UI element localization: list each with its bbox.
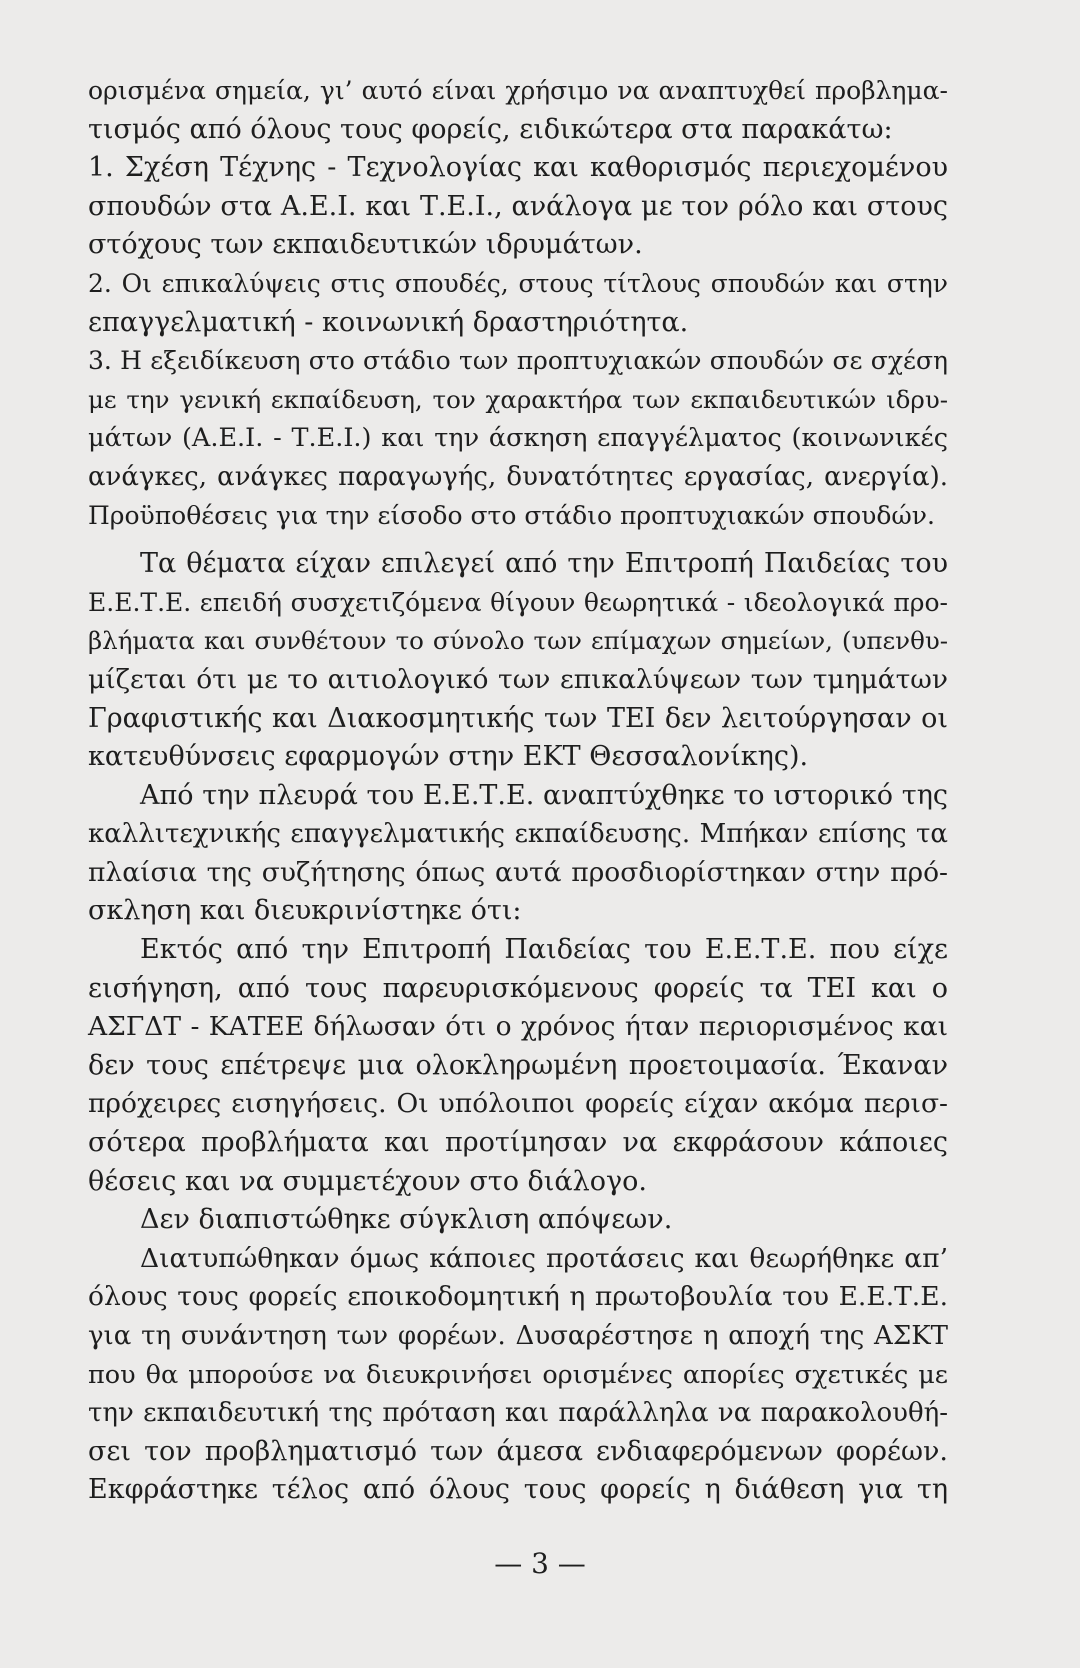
text-line: κατευθύνσεις εφαρμογών στην ΕΚΤ Θεσσαλονίκης). — [88, 741, 809, 773]
text-line: 3. Η εξειδίκευση στο στάδιο των προπτυχιακών σπουδών σε σχέση — [88, 346, 948, 376]
text-line: Γραφιστικής και Διακοσμητικής των ΤΕΙ δεν λειτούργησαν οι — [88, 702, 948, 734]
text-line: ΑΣΓΔΤ - ΚΑΤΕΕ δήλωσαν ότι ο χρόνος ήταν περιορισμένος και — [88, 1011, 948, 1043]
paragraph-gap — [88, 535, 948, 545]
paragraph — [88, 265, 948, 342]
paragraph — [88, 931, 948, 1201]
paragraph — [88, 1240, 948, 1510]
text-line: όλους τους φορείς εποικοδομητική η πρωτοβουλία του Ε.Ε.Τ.Ε. — [88, 1281, 948, 1313]
text-line: καλλιτεχνικής επαγγελματικής εκπαίδευσης. Μπήκαν επίσης τα — [88, 819, 948, 850]
text-line: Από την πλευρά του Ε.Ε.Τ.Ε. αναπτύχθηκε το ιστορικό της — [140, 779, 948, 811]
body-text — [88, 72, 948, 1510]
text-line: την εκπαιδευτική της πρόταση και παράλληλα να παρακολουθή- — [88, 1398, 948, 1429]
text-line: με την γενική εκπαίδευση, τον χαρακτήρα των εκπαιδευτικών ιδρυ- — [88, 384, 948, 414]
text-line: για τη συνάντηση των φορέων. Δυσαρέστησε η αποχή της ΑΣΚΤ — [88, 1321, 948, 1351]
text-line: σκληση και διευκρινίστηκε ότι: — [88, 895, 522, 927]
text-line: Τα θέματα είχαν επιλεγεί από την Επιτροπή Παιδείας του — [140, 548, 948, 580]
text-line: βλήματα και συνθέτουν το σύνολο των επίμαχων σημείων, (υπενθυ- — [88, 626, 948, 656]
text-line: Εκφράστηκε τέλος από όλους τους φορείς η διάθεση για τη — [88, 1474, 948, 1506]
text-line: σει τον προβληματισμό των άμεσα ενδιαφερόμενων φορέων. — [88, 1435, 948, 1467]
paragraph — [88, 545, 948, 777]
text-line: ορισμένα σημεία, γι’ αυτό είναι χρήσιμο να αναπτυχθεί προβλημα- — [88, 76, 948, 105]
text-line: δεν τους επέτρεψε μια ολοκληρωμένη προετοιμασία. Έκαναν — [88, 1049, 948, 1081]
text-line: 1. Σχέση Τέχνης - Τεχνολογίας και καθορισμός περιεχομένου — [88, 152, 948, 184]
text-line: 2. Οι επικαλύψεις στις σπουδές, στους τίτλους σπουδών και στην — [88, 268, 948, 298]
text-line: σότερα προβλήματα και προτίμησαν να εκφράσουν κάποιες — [88, 1127, 948, 1159]
text-line: στόχους των εκπαιδευτικών ιδρυμάτων. — [88, 229, 643, 261]
paragraph — [88, 149, 948, 265]
text-line: Διατυπώθηκαν όμως κάποιες προτάσεις και θεωρήθηκε απ’ — [140, 1242, 948, 1274]
paragraph — [88, 1201, 948, 1240]
text-line: Εκτός από την Επιτροπή Παιδείας του Ε.Ε.Τ.Ε. που είχε — [140, 934, 948, 966]
text-line: μάτων (Α.Ε.Ι. - Τ.Ε.Ι.) και την άσκηση επαγγέλματος (κοινωνικές — [88, 423, 948, 454]
text-line: Ε.Ε.Τ.Ε. επειδή συσχετιζόμενα θίγουν θεωρητικά - ιδεολογικά προ- — [88, 587, 948, 617]
text-line: πρόχειρες εισηγήσεις. Οι υπόλοιποι φορείς είχαν ακόμα περισ- — [88, 1088, 948, 1120]
text-line: σπουδών στα Α.Ε.Ι. και Τ.Ε.Ι., ανάλογα με τον ρόλο και στους — [88, 190, 948, 222]
text-line: εισήγηση, από τους παρευρισκόμενους φορείς τα ΤΕΙ και ο — [88, 972, 948, 1004]
paragraph — [88, 777, 948, 931]
text-line: μίζεται ότι με το αιτιολογικό των επικαλύψεων των τμημάτων — [88, 663, 948, 695]
text-line: Δεν διαπιστώθηκε σύγκλιση απόψεων. — [140, 1204, 673, 1236]
paragraph — [88, 72, 948, 149]
text-line: επαγγελματική - κοινωνική δραστηριότητα. — [88, 306, 689, 338]
text-line: τισμός από όλους τους φορείς, ειδικώτερα στα παρακάτω: — [88, 113, 893, 145]
text-line: πλαίσια της συζήτησης όπως αυτά προσδιορίστηκαν στην πρό- — [88, 856, 948, 888]
text-line: που θα μπορούσε να διευκρινήσει ορισμένες απορίες σχετικές με — [88, 1359, 948, 1390]
text-line: θέσεις και να συμμετέχουν στο διάλογο. — [88, 1165, 647, 1197]
page-number: — 3 — — [494, 1547, 586, 1580]
paragraph — [88, 342, 948, 535]
text-line: ανάγκες, ανάγκες παραγωγής, δυνατότητες εργασίας, ανεργία). — [88, 461, 948, 492]
text-line: Προϋποθέσεις για την είσοδο στο στάδιο προπτυχιακών σπουδών. — [88, 500, 935, 530]
